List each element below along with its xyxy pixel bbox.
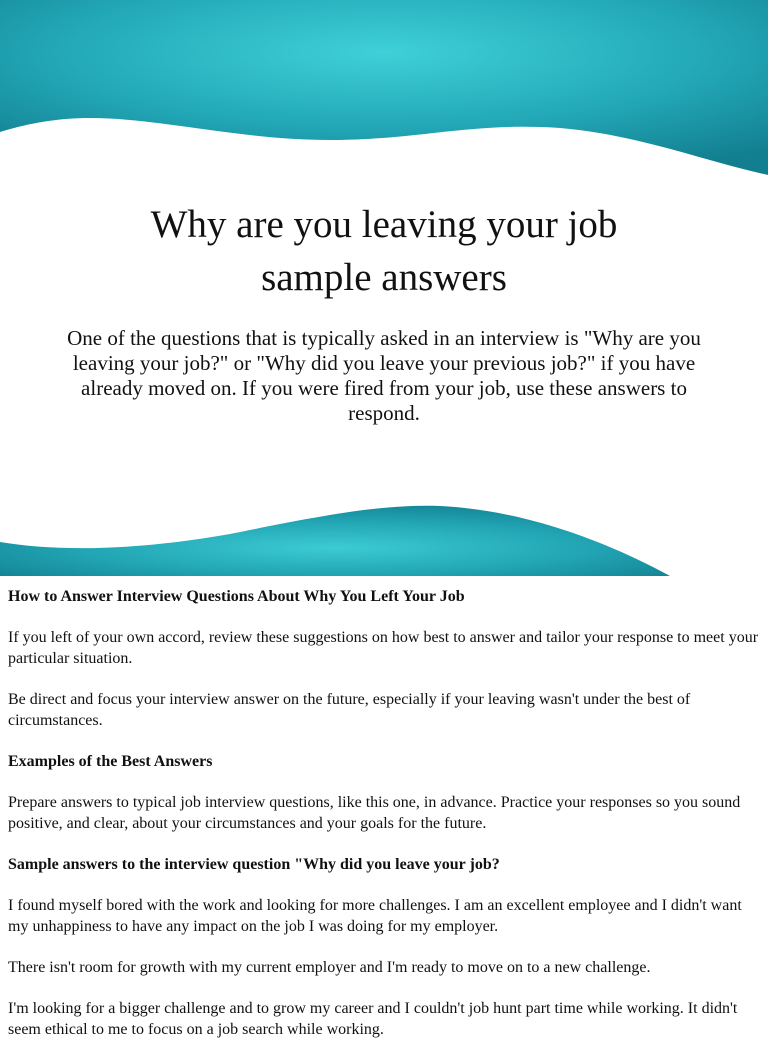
section-heading: Sample answers to the interview question "Why did you leave your job? [8,856,500,873]
top-wave-decoration [0,0,768,180]
paragraph: I found myself bored with the work and looking for more challenges. I am an excellent employee and I didn't want my unhappiness to have any impact on the job I was doing for my employer. [8,897,742,935]
intro-paragraph: One of the questions that is typically asked in an interview is "Why are you leaving your job?" or "Why did you leave your previous job?" if you have already moved on. If you were fired from your job, use these answers to respond. [67,326,701,425]
document-title [40,198,728,304]
paragraph: Be direct and focus your interview answer on the future, especially if your leaving wasn't under the best of circumstances. [8,691,691,729]
bottom-wave-decoration [0,490,768,576]
paragraph: If you left of your own accord, review these suggestions on how best to answer and tailor your response to meet your particular situation. [8,629,759,667]
paragraph: I'm looking for a bigger challenge and to grow my career and I couldn't job hunt part time while working. It didn't seem ethical to me to focus on a job search while working. [8,1000,738,1038]
article-body [8,586,760,1060]
title-line-2: sample answers [261,256,507,299]
section-heading: How to Answer Interview Questions About Why You Left Your Job [8,588,465,605]
section-heading: Examples of the Best Answers [8,753,213,770]
paragraph: There isn't room for growth with my current employer and I'm ready to move on to a new challenge. [8,959,651,976]
paragraph: Prepare answers to typical job interview questions, like this one, in advance. Practice your responses so you sound positive, and clear, about your circumstances and your goals for the future. [8,794,741,832]
title-line-1: Why are you leaving your job [150,203,618,246]
